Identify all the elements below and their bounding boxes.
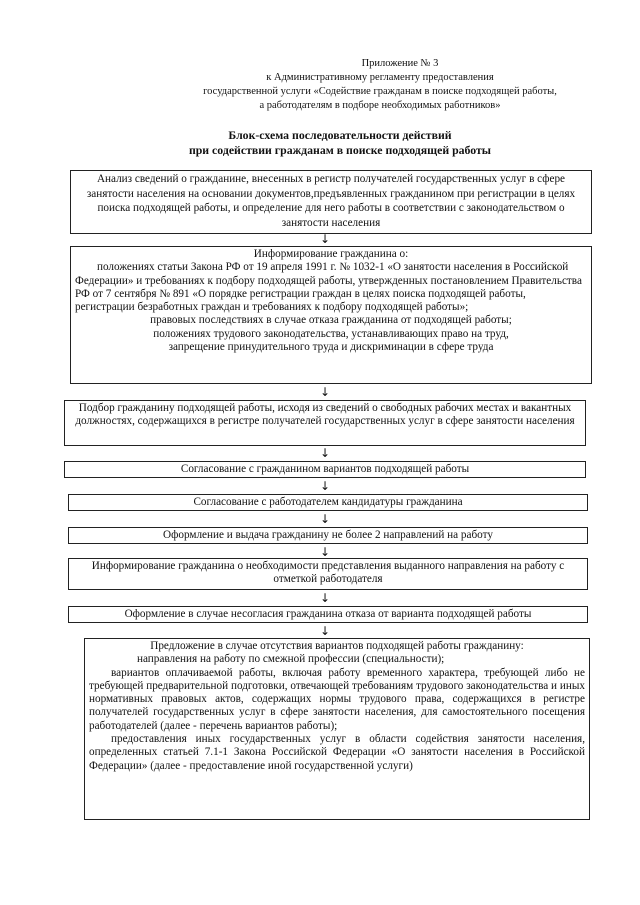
step-inform-referral-box: [68, 558, 588, 590]
step-inform-p2: правовых последствиях в случае отказа гражданина от подходящей работы;: [150, 314, 512, 327]
annex-line-2: к Административному регламенту предоставления: [266, 72, 494, 83]
step-agree-citizen-text: Согласование с гражданином вариантов подходящей работы: [180, 463, 470, 475]
step-offer-p1: направления на работу по смежной профессии (специальности);: [137, 653, 445, 666]
step-offer-p2: вариантов оплачиваемой работы, включая работу временного характера, требующей либо не требующей предварительной подготовки, отвечающей требованиям трудового законодательства и иных нормативных правовых актов, содержащих нормы трудового права, содержащихся в регистре получателей государственных услуг в сфере занятости населения, для самостоятельного посещения работодателей (далее - перечень вариантов работы);: [89, 666, 585, 732]
step-referral-box: [68, 527, 588, 544]
step-agree-employer-text: Согласование с работодателем кандидатуры гражданина: [193, 496, 463, 508]
step-inform-head: Информирование гражданина о:: [253, 248, 409, 260]
arrow-down-icon: ↓: [319, 479, 331, 493]
step-selection-box: [64, 400, 586, 446]
step-agree-employer-box: [68, 494, 588, 511]
step-inform-p4: запрещение принудительного труда и дискриминации в сфере труда: [168, 341, 494, 354]
step-selection-text: Подбор гражданину подходящей работы, исходя из сведений о свободных рабочих местах и вакантных должностях, содержащихся в регистре получателей государственных услуг в сфере занятости населения: [75, 402, 575, 428]
step-offer-head: Предложение в случае отсутствия вариантов подходящей работы гражданину:: [150, 640, 524, 652]
step-agree-citizen-box: [64, 461, 586, 478]
title-line-1: Блок-схема последовательности действий: [228, 128, 452, 142]
arrow-down-icon: ↓: [319, 512, 331, 526]
step-inform-referral-text: Информирование гражданина о необходимости представления выданного направления на работу с отметкой работодателя: [91, 560, 565, 586]
arrow-down-icon: ↓: [319, 232, 331, 246]
step-offer-box: [84, 638, 590, 820]
annex-number: Приложение № 3: [361, 58, 439, 69]
step-analysis-box: [70, 170, 592, 234]
step-inform-p1: положениях статьи Закона РФ от 19 апреля 1991 г. № 1032-1 «О занятости населения в Российской Федерации» и требованиях к подбору подходящей работы, утвержденных постановлением Правительства РФ от 7 сентября № 891 «О порядке регистрации граждан в целях поиска подходящей работы, регистрации безработных граждан и требованиях к подбору подходящей работы»;: [75, 261, 582, 314]
step-offer-p3: предоставления иных государственных услуг в области содействия занятости населения, определенных статьей 7.1-1 Закона Российской Федерации «О занятости населения в Российской Федерации» (далее - предоставление иной государственной услуги): [89, 733, 585, 772]
arrow-down-icon: ↓: [319, 545, 331, 559]
title-line-2: при содействии гражданам в поиске подходящей работы: [188, 143, 492, 157]
annex-line-3: государственной услуги «Содействие гражданам в поиске подходящей работы,: [203, 86, 557, 97]
step-analysis-text: Анализ сведений о гражданине, внесенных в регистр получателей государственных услуг в сфере занятости населения на основании документов,предъявленных гражданином при регистрации в целях поиска подходящей работы, и определение для него работы в соответствии с законодательством о занятости населения: [86, 173, 576, 229]
step-inform-p3: положениях трудового законодательства, устанавливающих право на труд,: [153, 327, 509, 340]
arrow-down-icon: ↓: [319, 624, 331, 638]
arrow-down-icon: ↓: [319, 591, 331, 605]
step-refusal-box: [68, 606, 588, 623]
page-title: [70, 128, 610, 158]
annex-line-4: а работодателям в подборе необходимых работников»: [259, 100, 501, 111]
arrow-down-icon: ↓: [319, 446, 331, 460]
step-inform-box: [70, 246, 592, 384]
arrow-down-icon: ↓: [319, 385, 331, 399]
step-referral-text: Оформление и выдача гражданину не более 2 направлений на работу: [163, 529, 493, 541]
annex-header: [160, 57, 600, 113]
step-refusal-text: Оформление в случае несогласия гражданина отказа от варианта подходящей работы: [124, 608, 532, 620]
